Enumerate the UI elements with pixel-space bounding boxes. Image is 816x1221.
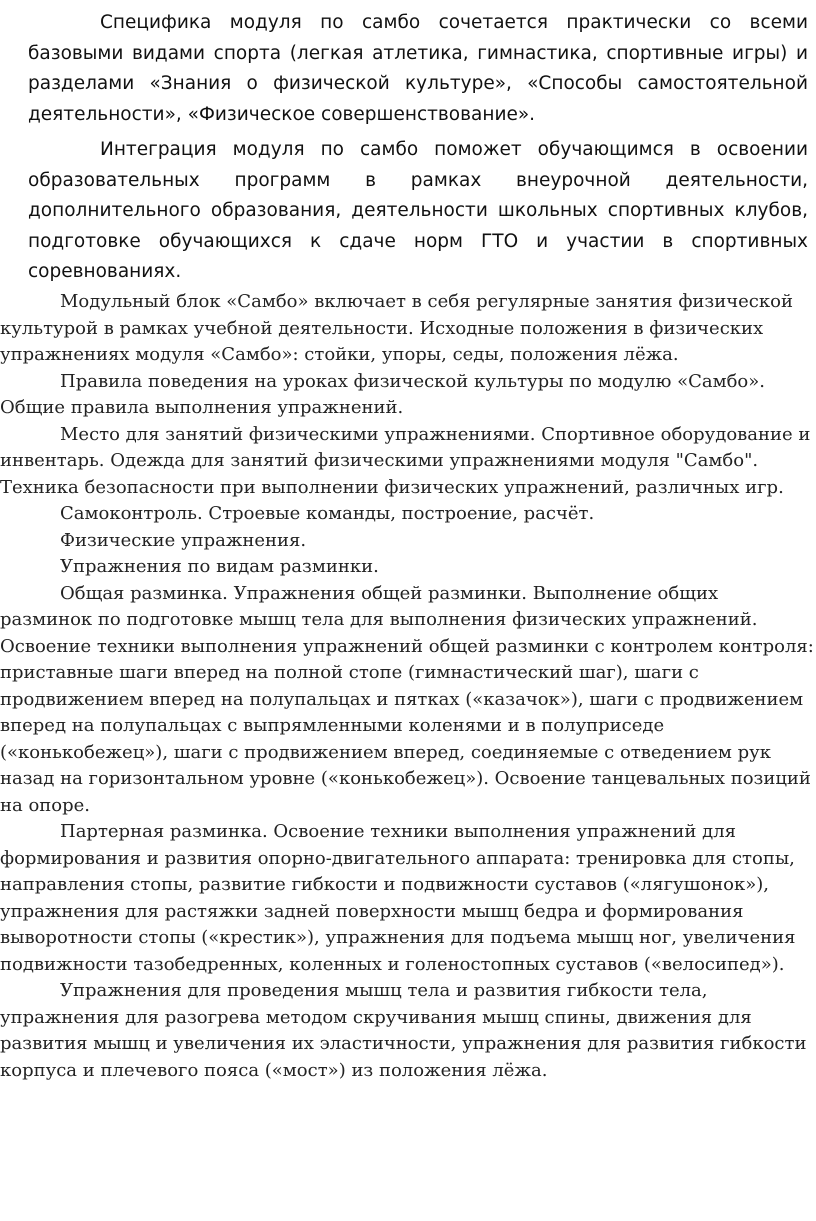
paragraph-behavior-rules: Правила поведения на уроках физической культуры по модулю «Самбо». Общие правила выполнения упражнений. xyxy=(0,370,766,418)
paragraph-warmup-types: Упражнения по видам разминки. xyxy=(60,556,379,577)
paragraph-training-place: Место для занятий физическими упражнениями. Спортивное оборудование и инвентарь. Одежда для занятий физическими упражнениями модуля "Самбо". Техника безопасности при выполнении физических упражнений, различных игр. xyxy=(0,423,811,498)
paragraph-self-control: Самоконтроль. Строевые команды, построение, расчёт. xyxy=(60,503,595,524)
paragraph-integration: Интеграция модуля по самбо поможет обучающимся в освоении образовательных программ в рамках внеурочной деятельности, дополнительного образования, деятельности школьных спортивных клубов, подготовке обучающихся к сдаче норм ГТО и участии в спортивных соревнованиях. xyxy=(28,139,808,282)
paragraph-flexibility: Упражнения для проведения мышц тела и развития гибкости тела, упражнения для разогрева методом скручивания мышц спины, движения для развития мышц и увеличения их эластичности, упражнения для развития гибкости корпуса и плечевого пояса («мост») из положения лёжа. xyxy=(0,980,807,1081)
paragraph-specifics: Специфика модуля по самбо сочетается практически со всеми базовыми видами спорта (легкая атлетика, гимнастика, спортивные игры) и разделами «Знания о физической культуре», «Способы самостоятельной деятельности», «Физическое совершенствование». xyxy=(28,12,808,125)
intro-section xyxy=(28,8,808,288)
paragraph-floor-warmup: Партерная разминка. Освоение техники выполнения упражнений для формирования и развития опорно-двигательного аппарата: тренировка для стопы, направления стопы, развитие гибкости и подвижности суставов («лягушонок»), упражнения для растяжки задней поверхности мышц бедра и формирования выворотности стопы («крестик»), упражнения для подъема мышц ног, увеличения подвижности тазобедренных, коленных и голеностопных суставов («велосипед»). xyxy=(0,821,796,975)
paragraph-general-warmup: Общая разминка. Упражнения общей разминки. Выполнение общих разминок по подготовке мышц тела для выполнения физических упражнений. Освоение техники выполнения упражнений общей разминки с контролем контроля: приставные шаги вперед на полной стопе (гимнастический шаг), шаги с продвижением вперед на полупальцах и пятках («казачок»), шаги с продвижением вперед на полупальцах с выпрямленными коленями и в полуприседе («конькобежец»), шаги с продвижением вперед, соединяемые с отведением рук назад на горизонтальном уровне («конькобежец»). Освоение танцевальных позиций на опоре. xyxy=(0,582,814,816)
content-section xyxy=(0,289,814,1084)
paragraph-physical-exercises: Физические упражнения. xyxy=(60,529,307,551)
paragraph-module-block: Модульный блок «Самбо» включает в себя регулярные занятия физической культурой в рамках учебной деятельности. Исходные положения в физических упражнениях модуля «Самбо»: стойки, упоры, седы, положения лёжа. xyxy=(0,291,793,365)
